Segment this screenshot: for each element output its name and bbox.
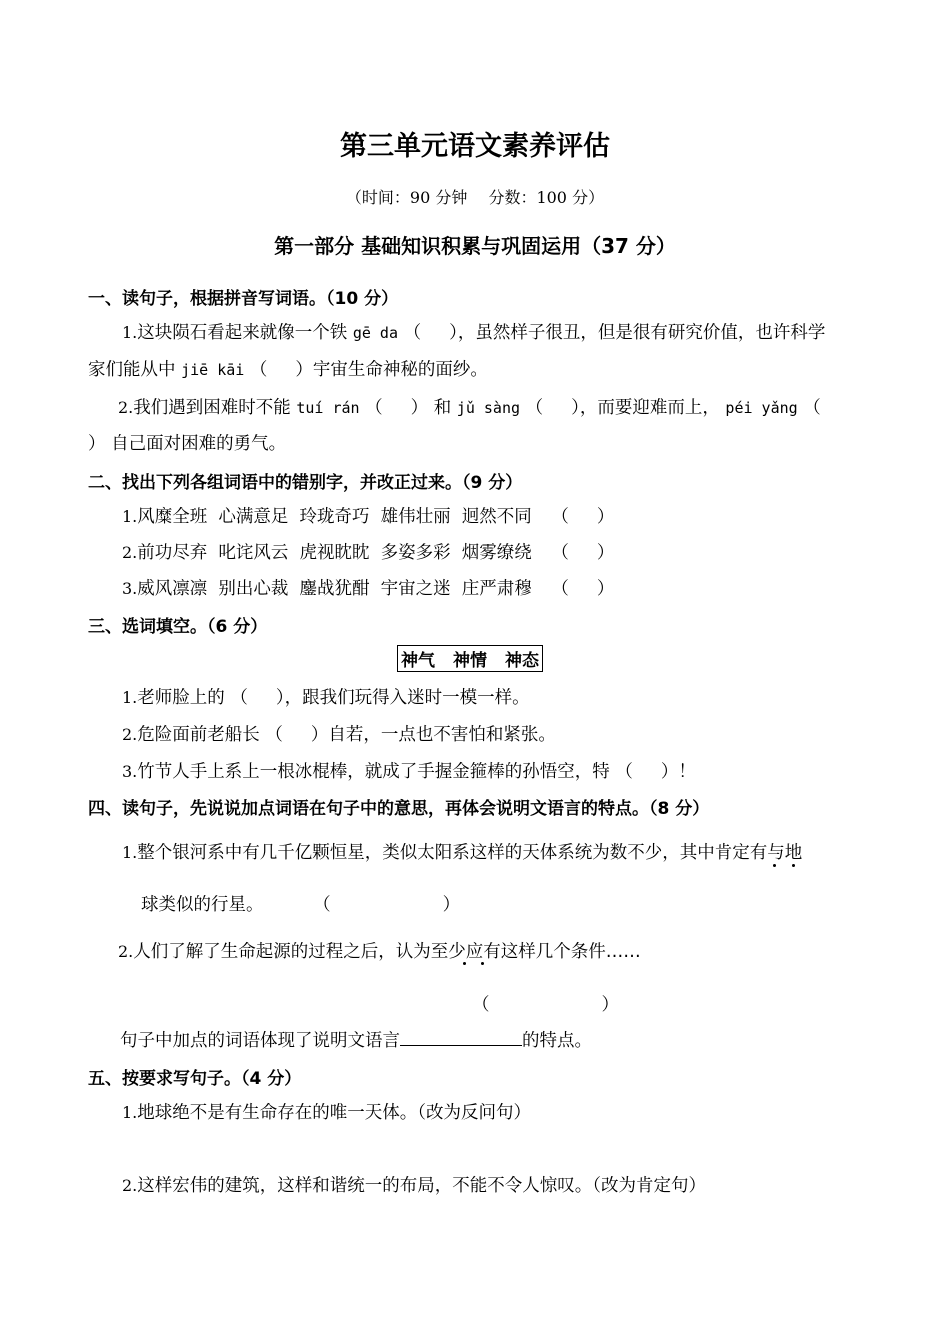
answer-blank[interactable]: （ ） — [313, 895, 461, 915]
s5-q2: 2.这样宏伟的建筑，这样和谐统一的布局，不能不令人惊叹。（改为肯定句） — [122, 1176, 707, 1196]
answer-blank[interactable]: （ ） — [615, 762, 679, 782]
s4-q1-line1: 1.整个银河系中有几千亿颗恒星，类似太阳系这样的天体系统为数不少，其中肯定有与地 — [122, 843, 803, 863]
s1-q2-line2: ） 自己面对困难的勇气。 — [88, 434, 287, 454]
section-5-heading: 五、按要求写句子。（4 分） — [88, 1069, 302, 1089]
answer-blank[interactable]: （ ） — [403, 323, 458, 343]
section-3-heading: 三、选词填空。（6 分） — [88, 617, 268, 637]
part-heading: 第一部分 基础知识积累与巩固运用（37 分） — [274, 234, 676, 258]
section-1-heading: 一、读句子，根据拼音写词语。（10 分） — [88, 289, 399, 309]
s4-q1-line2: 球类似的行星。 （ ） — [141, 895, 461, 915]
section-4-heading: 四、读句子，先说说加点词语在句子中的意思，再体会说明文语言的特点。（8 分） — [88, 799, 710, 819]
s2-row-2: 2.前功尽弃 叱诧风云 虎视眈眈 多姿多彩 烟雾缭绕 （ ） — [122, 543, 615, 563]
answer-blank[interactable]: （ ） — [525, 398, 580, 418]
answer-blank[interactable]: （ ） — [472, 995, 619, 1015]
emphasis-dot — [463, 962, 466, 965]
s1-q1-line2: 家们能从中 jiē kāi （ ）宇宙生命神秘的面纱。 — [88, 360, 488, 380]
s3-q2: 2.危险面前老船长 （ ）自若，一点也不害怕和紧张。 — [122, 725, 556, 745]
section-2-heading: 二、找出下列各组词语中的错别字，并改正过来。（9 分） — [88, 473, 523, 493]
page-title: 第三单元语文素养评估 — [340, 131, 610, 162]
s2-row-3: 3.威风凛凛 别出心裁 鏖战犹酣 宇宙之迷 庄严肃穆 （ ） — [122, 579, 615, 599]
s3-q1: 1.老师脸上的 （ ），跟我们玩得入迷时一模一样。 — [122, 688, 530, 708]
s4-q2-line1: 2.人们了解了生命起源的过程之后，认为至少应有这样几个条件…… — [118, 942, 641, 962]
answer-blank[interactable]: （ ） — [551, 579, 615, 599]
answer-blank[interactable]: （ ） — [551, 543, 615, 563]
answer-blank[interactable]: （ ） — [249, 360, 313, 380]
emphasis-dot — [773, 864, 776, 867]
emphasis-dot — [481, 962, 484, 965]
pinyin: jǔ sàng — [456, 399, 521, 417]
option-word: 神气 — [401, 651, 435, 671]
word-options-box — [397, 645, 543, 672]
pinyin: jiē kāi — [181, 361, 245, 379]
s1-q1-line1: 1.这块陨石看起来就像一个铁 gē da （ ），虽然样子很丑，但是很有研究价值，也许科学 — [122, 323, 826, 343]
pinyin: tuí rán — [296, 399, 360, 417]
s3-q3: 3.竹节人手上系上一根冰棍棒，就成了手握金箍棒的孙悟空，特 （ ）！ — [122, 762, 696, 782]
answer-blank[interactable]: （ ） — [230, 688, 285, 708]
pinyin: péi yǎng — [725, 399, 798, 417]
s4-tail: 句子中加点的词语体现了说明文语言 的特点。 — [120, 1027, 592, 1052]
answer-blank[interactable]: （ ） — [551, 507, 615, 527]
s5-q1: 1.地球绝不是有生命存在的唯一天体。（改为反问句） — [122, 1103, 532, 1123]
exam-meta: （时间：90 分钟 分数：100 分） — [345, 188, 605, 207]
fill-underline[interactable] — [400, 1028, 522, 1046]
option-word: 神情 — [453, 651, 487, 671]
s2-row-1: 1.风糜全班 心满意足 玲珑奇巧 雄伟壮丽 迥然不同 （ ） — [122, 507, 615, 527]
answer-blank[interactable]: （ ） — [365, 398, 429, 418]
s1-q2-line1: 2.我们遇到困难时不能 tuí rán （ ） 和 jǔ sàng （ ），而要迎难而上， péi yǎng （ — [118, 398, 821, 418]
emphasis-dot — [792, 864, 795, 867]
option-word: 神态 — [505, 651, 539, 671]
pinyin: gē da — [352, 324, 398, 342]
answer-blank[interactable]: （ ） — [265, 725, 329, 745]
